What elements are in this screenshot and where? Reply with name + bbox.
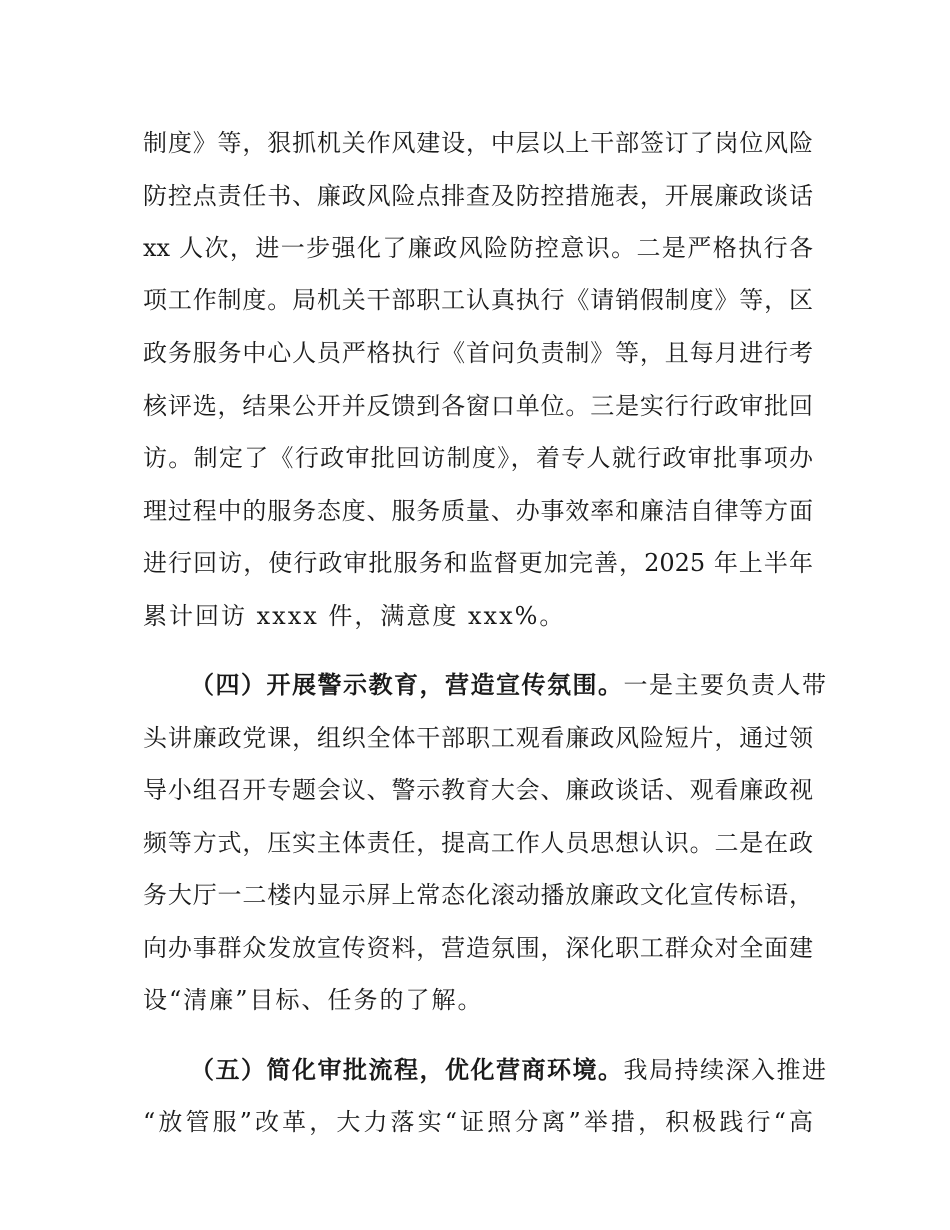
text-line: 累计回访 xxxx 件，满意度 xxx%。: [143, 602, 566, 630]
text-line: 制度》等，狠抓机关作风建设，中层以上干部签订了岗位风险: [143, 129, 813, 157]
text-line: “放管服”改革，大力落实“证照分离”举措，积极践行“高: [143, 1108, 813, 1136]
section-4-first-line: [190, 665, 828, 705]
text-line: 设“清廉”目标、任务的了解。: [143, 986, 484, 1014]
text-line: 访。制定了《行政审批回访制度》，着专人就行政审批事项办: [143, 444, 813, 472]
section-5-heading: （五）简化审批流程，优化营商环境。: [190, 1056, 624, 1084]
text-line: 导小组召开专题会议、警示教育大会、廉政谈话、观看廉政视: [143, 776, 813, 804]
text-line: xx 人次，进一步强化了廉政风险防控意识。二是严格执行各: [143, 234, 813, 262]
text-line: 向办事群众发放宣传资料，营造氛围，深化职工群众对全面建: [143, 934, 813, 962]
text-line: 头讲廉政党课，组织全体干部职工观看廉政风险短片，通过领: [143, 724, 813, 752]
text-line: 政务服务中心人员严格执行《首问负责制》等，且每月进行考: [143, 339, 813, 367]
text-line: 务大厅一二楼内显示屏上常态化滚动播放廉政文化宣传标语，: [143, 881, 813, 909]
section-5-first-line: [190, 1050, 828, 1090]
text-line: 频等方式，压实主体责任，提高工作人员思想认识。二是在政: [143, 829, 813, 857]
section-4-text: 一是主要负责人带: [623, 671, 828, 699]
section-5-text: 我局持续深入推进: [623, 1056, 828, 1084]
text-line: 核评选，结果公开并反馈到各窗口单位。三是实行行政审批回: [143, 392, 813, 420]
text-line: 防控点责任书、廉政风险点排查及防控措施表，开展廉政谈话: [143, 182, 813, 210]
text-line: 进行回访，使行政审批服务和监督更加完善，2025 年上半年: [143, 549, 813, 577]
text-line: 理过程中的服务态度、服务质量、办事效率和廉洁自律等方面: [143, 497, 813, 525]
text-line: 项工作制度。局机关干部职工认真执行《请销假制度》等，区: [143, 286, 813, 314]
section-4-heading: （四）开展警示教育，营造宣传氛围。: [190, 671, 624, 699]
